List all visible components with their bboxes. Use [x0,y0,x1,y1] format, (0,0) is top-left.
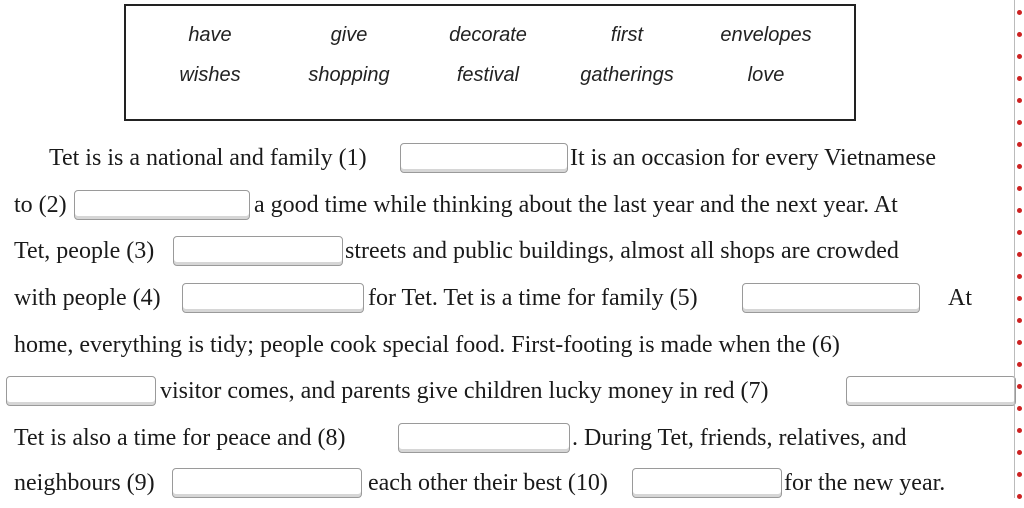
passage-text: At [948,285,972,311]
passage-text: Tet is also a time for peace and (8) [14,425,346,451]
word-bank-word: wishes [179,64,241,86]
passage-text: a good time while thinking about the last year and the next year. At [254,192,898,218]
edge-dot [1017,472,1022,477]
edge-dot [1017,406,1022,411]
edge-dot [1017,32,1022,37]
passage-text: . During Tet, friends, relatives, and [572,425,907,451]
edge-dot [1017,164,1022,169]
edge-dot [1017,142,1022,147]
blank-5-input[interactable] [742,283,920,313]
edge-dot [1017,54,1022,59]
passage-text: each other their best (10) [368,470,608,496]
blank-1-input[interactable] [400,143,568,173]
passage-text: for Tet. Tet is a time for family (5) [368,285,698,311]
passage-text: Tet is is a national and family (1) [49,145,367,171]
edge-dot [1017,428,1022,433]
passage-text: with people (4) [14,285,161,311]
edge-dot [1017,362,1022,367]
blank-10-input[interactable] [632,468,782,498]
passage-text: to (2) [14,192,67,218]
word-bank-box [124,4,856,121]
blank-7-input[interactable] [846,376,1016,406]
edge-dot [1017,120,1022,125]
passage-text: Tet, people (3) [14,238,155,264]
passage-text: for the new year. [784,470,946,496]
edge-dot [1017,230,1022,235]
blank-8-input[interactable] [398,423,570,453]
word-bank-word: give [330,24,368,46]
blank-6-input[interactable] [6,376,156,406]
word-bank-word: festival [456,64,520,86]
passage-text: visitor comes, and parents give children lucky money in red (7) [160,378,769,404]
word-bank-word: first [610,24,644,46]
edge-dot [1017,208,1022,213]
edge-dot [1017,296,1022,301]
blank-4-input[interactable] [182,283,364,313]
edge-dot [1017,186,1022,191]
passage-text: streets and public buildings, almost all shops are crowded [345,238,899,264]
passage-text: It is an occasion for every Vietnamese [570,145,936,171]
edge-dot [1017,384,1022,389]
edge-dot [1017,10,1022,15]
passage-text: neighbours (9) [14,470,155,496]
word-bank-word: envelopes [720,24,812,46]
edge-dot [1017,494,1022,499]
blank-9-input[interactable] [172,468,362,498]
edge-dot [1017,252,1022,257]
blank-2-input[interactable] [74,190,250,220]
edge-dot [1017,340,1022,345]
word-bank-word: shopping [308,64,390,86]
passage-text: home, everything is tidy; people cook special food. First-footing is made when the (6) [14,332,840,358]
edge-dot [1017,76,1022,81]
word-bank-word: love [747,64,785,86]
edge-dot [1017,318,1022,323]
word-bank-word: gatherings [580,64,674,86]
edge-dot [1017,98,1022,103]
page-edge-dots [1012,0,1024,498]
word-bank-word: have [188,24,232,46]
edge-dot [1017,450,1022,455]
blank-3-input[interactable] [173,236,343,266]
edge-dot [1017,274,1022,279]
word-bank-word: decorate [449,24,527,46]
